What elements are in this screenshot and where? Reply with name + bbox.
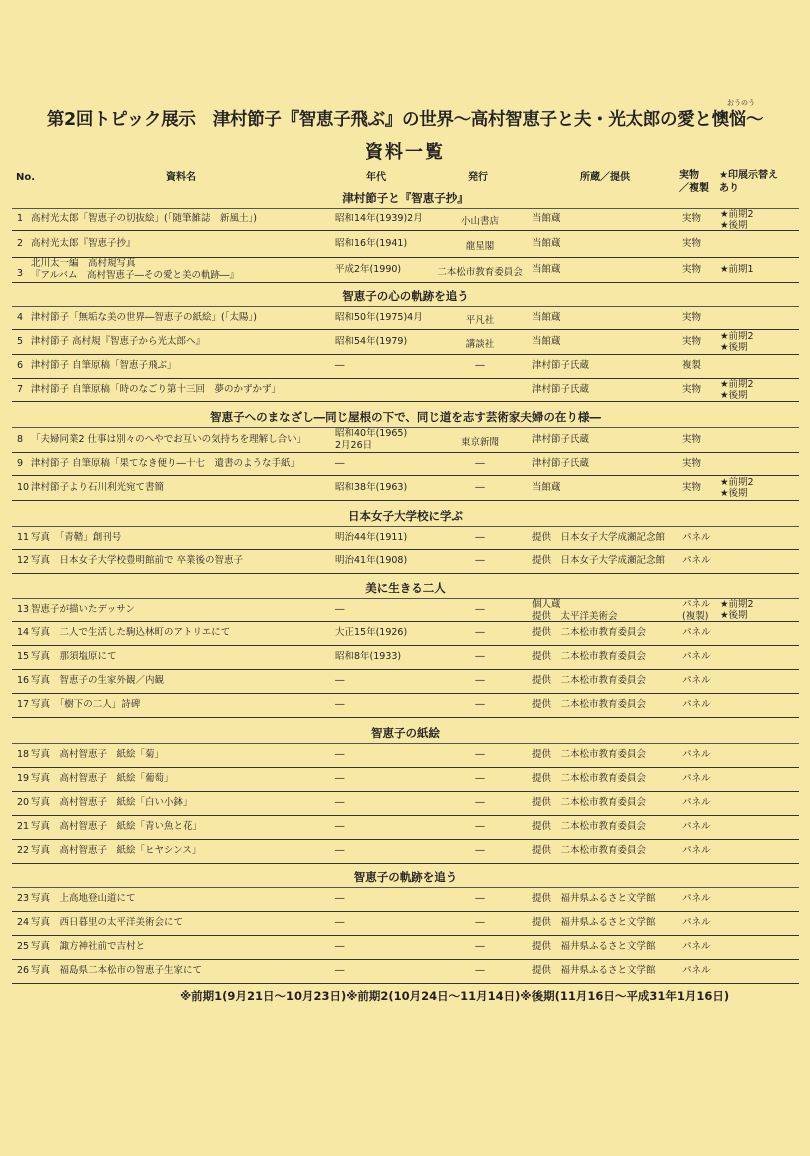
item-name: 高村光太郎「智恵子の切抜絵」(「随筆雑誌 新風土」) xyxy=(31,213,257,224)
item-year: ― xyxy=(335,821,345,832)
item-number: 18 xyxy=(17,749,30,760)
table-row xyxy=(12,887,799,911)
table-row xyxy=(12,598,799,621)
item-owner: 提供 福井県ふるさと文学館 xyxy=(532,893,656,904)
item-name: 津村節子 高村規『智恵子から光太郎へ』 xyxy=(31,336,206,347)
table-row xyxy=(12,452,799,475)
period-footnote: ※前期1(9月21日～10月23日)※前期2(10月24日～11月14日)※後期(11月16日～平成31年1月16日) xyxy=(180,989,730,1003)
item-number: 4 xyxy=(17,312,24,323)
section-title: 津村節子と『智恵子抄』 xyxy=(342,191,469,205)
item-year: ― xyxy=(335,749,345,760)
item-name: 写真 高村智恵子 紙絵「白い小鉢」 xyxy=(31,797,193,808)
item-year: ― xyxy=(335,893,345,904)
row-divider xyxy=(12,401,799,402)
item-year: 明治41年(1908) xyxy=(335,555,408,566)
table-row xyxy=(12,669,799,693)
item-owner: 提供 福井県ふるさと文学館 xyxy=(532,917,656,928)
item-publisher: 東京新聞 xyxy=(460,437,499,448)
item-number: 19 xyxy=(17,773,30,784)
item-type: 複製 xyxy=(682,360,702,371)
item-year: 明治44年(1911) xyxy=(335,532,408,543)
item-type: パネル xyxy=(682,651,711,662)
item-number: 8 xyxy=(17,434,24,445)
item-owner: 提供 二本松市教育委員会 xyxy=(532,749,647,760)
item-publisher: ― xyxy=(475,627,485,638)
item-type: 実物 xyxy=(682,434,702,445)
header-year: 年代 xyxy=(366,172,386,183)
item-owner: 当館蔵 xyxy=(532,264,561,275)
title-ruby: おうのう xyxy=(727,99,755,107)
header-name: 資料名 xyxy=(166,172,196,183)
item-number: 2 xyxy=(17,238,24,249)
row-divider xyxy=(12,983,799,984)
item-name: 北川太一編 高村規写真 『アルバム 高村智恵子―その愛と美の軌跡―』 xyxy=(31,258,239,281)
item-type: 実物 xyxy=(682,458,702,469)
item-name: 津村節子 自筆原稿「果てなき便り―十七 遺書のような手紙」 xyxy=(31,458,301,469)
item-publisher: ― xyxy=(475,482,485,493)
item-publisher: ― xyxy=(475,458,485,469)
table-row xyxy=(12,208,799,230)
item-publisher: ― xyxy=(475,821,485,832)
item-owner: 津村節子氏蔵 xyxy=(532,434,590,445)
item-display-change: ★前期2 ★後期 xyxy=(720,379,754,401)
item-type: パネル xyxy=(682,893,711,904)
item-owner: 提供 二本松市教育委員会 xyxy=(532,797,647,808)
item-year: 昭和14年(1939)2月 xyxy=(335,213,423,224)
item-year: 大正15年(1926) xyxy=(335,627,408,638)
item-name: 写真 高村智恵子 紙絵「葡萄」 xyxy=(31,773,174,784)
item-name: 写真 西日暮里の太平洋美術会にて xyxy=(31,917,184,928)
item-type: パネル xyxy=(682,627,711,638)
item-number: 3 xyxy=(17,268,24,279)
item-display-change: ★前期2 ★後期 xyxy=(720,209,754,231)
row-divider xyxy=(12,500,799,501)
table-row xyxy=(12,767,799,791)
item-name: 写真 「青鞜」創刊号 xyxy=(31,532,122,543)
item-year: 昭和16年(1941) xyxy=(335,238,408,249)
item-publisher: 平凡社 xyxy=(465,315,495,326)
item-owner: 提供 二本松市教育委員会 xyxy=(532,845,647,856)
item-year: 平成2年(1990) xyxy=(335,264,402,275)
item-name: 写真 諏方神社前で吉村と xyxy=(31,941,146,952)
item-name: 津村節子より石川利光宛て書簡 xyxy=(31,482,165,493)
item-name: 高村光太郎『智恵子抄』 xyxy=(31,238,136,249)
item-number: 12 xyxy=(17,555,30,566)
table-row xyxy=(12,743,799,767)
item-number: 7 xyxy=(17,384,24,395)
item-publisher: ― xyxy=(475,941,485,952)
table-row xyxy=(12,475,799,500)
item-publisher: ― xyxy=(475,555,485,566)
item-publisher: ― xyxy=(475,360,485,371)
header-owner: 所蔵／提供 xyxy=(580,172,630,183)
item-number: 5 xyxy=(17,336,24,347)
item-year: 昭和8年(1933) xyxy=(335,651,402,662)
section-title: 日本女子大学校に学ぶ xyxy=(348,509,463,523)
table-row xyxy=(12,526,799,549)
item-type: 実物 xyxy=(682,264,702,275)
section-title: 智恵子の軌跡を追う xyxy=(353,870,458,884)
item-publisher: 講談社 xyxy=(465,339,495,350)
item-year: 昭和38年(1963) xyxy=(335,482,408,493)
item-owner: 提供 二本松市教育委員会 xyxy=(532,675,647,686)
item-year: ― xyxy=(335,917,345,928)
table-row xyxy=(12,791,799,815)
item-name: 写真 高村智恵子 紙絵「ヒヤシンス」 xyxy=(31,845,202,856)
item-owner: 当館蔵 xyxy=(532,482,561,493)
item-display-change: ★前期1 xyxy=(720,264,754,275)
header-no: No. xyxy=(16,172,36,183)
item-publisher: 龍星閣 xyxy=(465,241,495,252)
item-owner: 提供 二本松市教育委員会 xyxy=(532,821,647,832)
item-type: パネル xyxy=(682,773,711,784)
item-type: パネル xyxy=(682,917,711,928)
item-name: 写真 高村智恵子 紙絵「菊」 xyxy=(31,749,165,760)
item-name: 写真 高村智恵子 紙絵「青い魚と花」 xyxy=(31,821,203,832)
item-number: 25 xyxy=(17,941,30,952)
item-display-change: ★前期2 ★後期 xyxy=(720,331,754,353)
item-type: パネル xyxy=(682,821,711,832)
item-type: パネル xyxy=(682,532,711,543)
item-year: ― xyxy=(335,675,345,686)
item-type: 実物 xyxy=(682,482,702,493)
item-publisher: 二本松市教育委員会 xyxy=(437,267,523,278)
item-year: ― xyxy=(335,360,345,371)
item-publisher: ― xyxy=(475,773,485,784)
row-divider xyxy=(12,717,799,718)
item-type: パネル xyxy=(682,555,711,566)
item-number: 11 xyxy=(17,532,30,543)
item-number: 20 xyxy=(17,797,30,808)
table-row xyxy=(12,911,799,935)
page-title: 第2回トピック展示 津村節子『智恵子飛ぶ』の世界～高村智恵子と夫・光太郎の愛と懊悩～ xyxy=(46,110,764,130)
item-year: 昭和54年(1979) xyxy=(335,336,408,347)
row-divider xyxy=(12,282,799,283)
table-row xyxy=(12,959,799,983)
item-number: 21 xyxy=(17,821,30,832)
header-star: ★印展示替え あり xyxy=(719,170,778,194)
table-row xyxy=(12,645,799,669)
item-type: パネル xyxy=(682,749,711,760)
item-display-change: ★前期2 ★後期 xyxy=(720,477,754,499)
item-number: 23 xyxy=(17,893,30,904)
item-year: ― xyxy=(335,965,345,976)
table-row xyxy=(12,329,799,354)
item-owner: 提供 二本松市教育委員会 xyxy=(532,773,647,784)
item-publisher: ― xyxy=(475,797,485,808)
item-name: 津村節子 自筆原稿「時のなごり第十三回 夢のかずかず」 xyxy=(31,384,282,395)
item-owner: 津村節子氏蔵 xyxy=(532,384,590,395)
item-number: 24 xyxy=(17,917,30,928)
item-number: 16 xyxy=(17,675,30,686)
table-row xyxy=(12,378,799,401)
item-type: パネル xyxy=(682,941,711,952)
item-number: 15 xyxy=(17,651,30,662)
item-type: 実物 xyxy=(682,336,702,347)
item-number: 6 xyxy=(17,360,24,371)
item-number: 9 xyxy=(17,458,24,469)
item-type: 実物 xyxy=(682,213,702,224)
item-type: 実物 xyxy=(682,312,702,323)
item-publisher: ― xyxy=(475,532,485,543)
item-number: 10 xyxy=(17,482,30,493)
item-owner: 津村節子氏蔵 xyxy=(532,360,590,371)
item-year: ― xyxy=(335,797,345,808)
item-owner: 提供 福井県ふるさと文学館 xyxy=(532,941,656,952)
table-row xyxy=(12,427,799,452)
row-divider xyxy=(12,863,799,864)
item-year: 昭和40年(1965) 2月26日 xyxy=(335,428,408,451)
item-type: パネル xyxy=(682,845,711,856)
page-subtitle: 資料一覧 xyxy=(365,142,445,163)
section-title: 美に生きる二人 xyxy=(365,581,446,595)
item-owner: 個人蔵 提供 太平洋美術会 xyxy=(532,599,618,622)
item-publisher: ― xyxy=(475,965,485,976)
item-name: 写真 那須塩原にて xyxy=(31,651,117,662)
item-name: 津村節子「無垢な美の世界―智恵子の紙絵」(「太陽」) xyxy=(31,312,257,323)
item-year: ― xyxy=(335,773,345,784)
row-divider xyxy=(12,573,799,574)
item-year: ― xyxy=(335,699,345,710)
item-type: パネル xyxy=(682,797,711,808)
item-owner: 当館蔵 xyxy=(532,336,561,347)
item-name: 写真 二人で生活した駒込林町のアトリエにて xyxy=(31,627,231,638)
table-row xyxy=(12,549,799,573)
item-type: パネル (複製) xyxy=(682,599,711,622)
item-publisher: ― xyxy=(475,845,485,856)
item-owner: 津村節子氏蔵 xyxy=(532,458,590,469)
item-publisher: 小山書店 xyxy=(460,216,499,227)
item-owner: 提供 福井県ふるさと文学館 xyxy=(532,965,656,976)
table-row xyxy=(12,621,799,645)
item-year: ― xyxy=(335,845,345,856)
item-type: 実物 xyxy=(682,238,702,249)
item-owner: 当館蔵 xyxy=(532,238,561,249)
item-number: 13 xyxy=(17,604,30,615)
item-name: 写真 上高地登山道にて xyxy=(31,893,136,904)
item-name: 智恵子が描いたデッサン xyxy=(31,604,135,615)
item-year: ― xyxy=(335,458,345,469)
item-owner: 提供 日本女子大学成瀬記念館 xyxy=(532,555,666,566)
item-owner: 提供 二本松市教育委員会 xyxy=(532,651,647,662)
item-type: パネル xyxy=(682,699,711,710)
section-title: 智恵子の心の軌跡を追う xyxy=(342,289,469,303)
table-row xyxy=(12,306,799,329)
item-year: ― xyxy=(335,941,345,952)
item-publisher: ― xyxy=(475,749,485,760)
item-owner: 提供 二本松市教育委員会 xyxy=(532,627,647,638)
item-number: 1 xyxy=(17,213,24,224)
item-publisher: ― xyxy=(475,675,485,686)
item-publisher: ― xyxy=(475,917,485,928)
item-publisher: ― xyxy=(475,604,485,615)
item-owner: 当館蔵 xyxy=(532,213,561,224)
item-type: 実物 xyxy=(682,384,702,395)
table-row xyxy=(12,815,799,839)
item-number: 22 xyxy=(17,845,30,856)
item-name: 津村節子 自筆原稿「智恵子飛ぶ」 xyxy=(31,360,177,371)
table-row xyxy=(12,257,799,282)
item-owner: 提供 日本女子大学成瀬記念館 xyxy=(532,532,666,543)
item-number: 26 xyxy=(17,965,30,976)
item-publisher: ― xyxy=(475,651,485,662)
item-number: 17 xyxy=(17,699,30,710)
item-publisher: ― xyxy=(475,893,485,904)
item-type: パネル xyxy=(682,965,711,976)
item-owner: 当館蔵 xyxy=(532,312,561,323)
item-name: 写真 日本女子大学校豊明館前で 卒業後の智恵子 xyxy=(31,555,244,566)
item-year: ― xyxy=(335,604,345,615)
item-number: 14 xyxy=(17,627,30,638)
table-row xyxy=(12,230,799,257)
item-name: 「夫婦同業2 仕事は別々のへやでお互いの気持ちを理解し合い」 xyxy=(31,434,307,445)
section-title: 智恵子の紙絵 xyxy=(371,726,440,740)
table-row xyxy=(12,839,799,863)
item-publisher: ― xyxy=(475,699,485,710)
item-owner: 提供 二本松市教育委員会 xyxy=(532,699,647,710)
table-row xyxy=(12,935,799,959)
table-row xyxy=(12,354,799,378)
section-title: 智恵子へのまなざし―同じ屋根の下で、同じ道を志す芸術家夫婦の在り様― xyxy=(210,410,601,424)
header-publisher: 発行 xyxy=(468,172,488,183)
header-type: 実物 ／複製 xyxy=(679,170,709,194)
table-row xyxy=(12,693,799,717)
item-type: パネル xyxy=(682,675,711,686)
item-name: 写真 「樹下の二人」詩碑 xyxy=(31,699,141,710)
item-name: 写真 福島県二本松市の智恵子生家にて xyxy=(31,965,203,976)
item-display-change: ★前期2 ★後期 xyxy=(720,599,754,621)
item-name: 写真 智恵子の生家外観／内観 xyxy=(31,675,165,686)
item-year: 昭和50年(1975)4月 xyxy=(335,312,423,323)
